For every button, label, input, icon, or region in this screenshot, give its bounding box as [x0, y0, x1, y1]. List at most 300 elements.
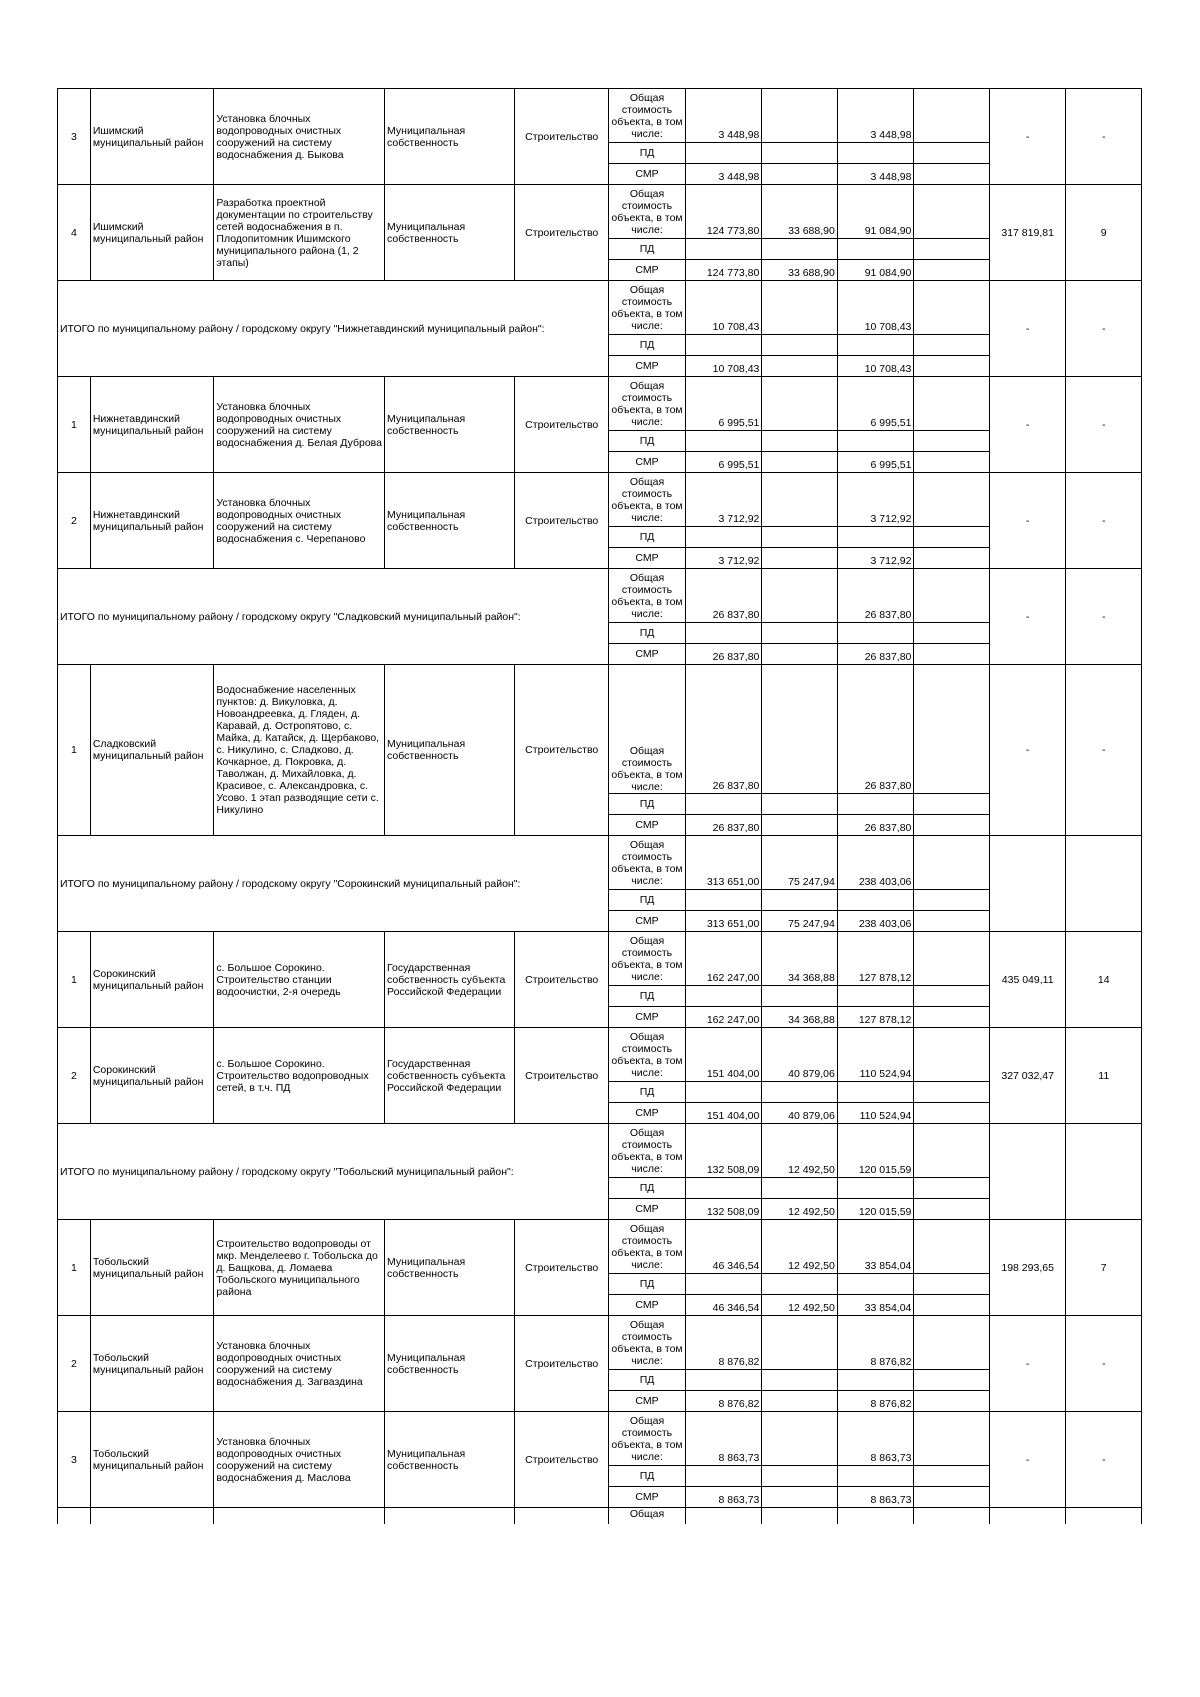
amount-cell — [762, 1082, 837, 1103]
amount-cell — [762, 665, 837, 794]
amount-cell — [762, 548, 837, 569]
amount-cell — [914, 986, 989, 1007]
amount-cell — [914, 1370, 989, 1391]
amount-cell: 120 015,59 — [837, 1124, 914, 1178]
district-name: Сорокинский муниципальный район — [90, 932, 214, 1028]
amount-cell — [762, 815, 837, 836]
amount-cell — [914, 623, 989, 644]
amount-cell: 120 015,59 — [837, 1199, 914, 1220]
amount-cell — [914, 452, 989, 473]
amount-cell — [685, 1082, 762, 1103]
work-type: Строительство — [515, 1412, 609, 1508]
amount-cell: 110 524,94 — [837, 1103, 914, 1124]
project-name: Установка блочных водопроводных очистных сооружений на систему водоснабжения д. Белая Дуброва — [214, 377, 385, 473]
amount-cell — [762, 1487, 837, 1508]
summary-value: - — [989, 569, 1066, 665]
amount-cell — [762, 356, 837, 377]
amount-cell — [762, 527, 837, 548]
amount-cell: 26 837,80 — [837, 665, 914, 794]
amount-cell: 8 863,73 — [837, 1412, 914, 1466]
amount-cell — [762, 89, 837, 143]
cost-label-smr: СМР — [609, 1007, 686, 1028]
summary-value: 435 049,11 — [989, 932, 1066, 1028]
cost-label-smr: СМР — [609, 1103, 686, 1124]
work-type: Строительство — [515, 185, 609, 281]
project-name: Водоснабжение населенных пунктов: д. Викуловка, д. Новоандреевка, д. Гляден, д. Каравай, д. Остропятово, с. Майка, д. Катайск, д. Щербаково, с. Никулино, с. Сладково, д. Кочкарное, д. Покровка, д. Таволжан, д. Михайловка, д. Красивое, с. Александровка, с. Усово. 1 этап разводящие сети с. Никулино — [214, 665, 385, 836]
amount-cell — [914, 1007, 989, 1028]
summary-count: - — [1066, 569, 1142, 665]
cost-label-total: Общая стоимость объекта, в том числе: — [609, 1316, 686, 1370]
district-total-label: ИТОГО по муниципальному району / городскому округу "Сладковский муниципальный район": — [58, 569, 609, 665]
amount-cell — [914, 569, 989, 623]
empty-cell — [515, 1508, 609, 1525]
cost-label-partial: Общая — [609, 1508, 686, 1525]
work-type: Строительство — [515, 1220, 609, 1316]
cost-label-pd: ПД — [609, 335, 686, 356]
amount-cell: 46 346,54 — [685, 1220, 762, 1274]
amount-cell — [837, 1082, 914, 1103]
amount-cell: 6 995,51 — [685, 377, 762, 431]
amount-cell — [914, 1082, 989, 1103]
amount-cell — [762, 986, 837, 1007]
amount-cell — [762, 623, 837, 644]
cost-label-smr: СМР — [609, 644, 686, 665]
amount-cell: 127 878,12 — [837, 932, 914, 986]
amount-cell: 26 837,80 — [837, 644, 914, 665]
work-type: Строительство — [515, 1028, 609, 1124]
amount-cell — [685, 623, 762, 644]
cost-label-pd: ПД — [609, 1082, 686, 1103]
summary-value: 327 032,47 — [989, 1028, 1066, 1124]
work-type: Строительство — [515, 89, 609, 185]
amount-cell — [685, 335, 762, 356]
empty-cell — [1066, 1508, 1142, 1525]
amount-cell: 313 651,00 — [685, 836, 762, 890]
cost-label-pd: ПД — [609, 890, 686, 911]
amount-cell: 162 247,00 — [685, 932, 762, 986]
summary-count: 9 — [1066, 185, 1142, 281]
summary-count: - — [1066, 1412, 1142, 1508]
project-row — [58, 1028, 1142, 1082]
amount-cell — [914, 1316, 989, 1370]
project-row — [58, 665, 1142, 794]
amount-cell — [685, 986, 762, 1007]
amount-cell — [762, 890, 837, 911]
amount-cell — [914, 164, 989, 185]
summary-value: - — [989, 89, 1066, 185]
district-name: Тобольский муниципальный район — [90, 1316, 214, 1412]
row-number: 3 — [58, 1412, 91, 1508]
amount-cell — [914, 1199, 989, 1220]
amount-cell — [914, 665, 989, 794]
district-total-row — [58, 569, 1142, 623]
amount-cell: 3 448,98 — [685, 89, 762, 143]
budget-table — [57, 88, 1142, 1524]
summary-value: - — [989, 1412, 1066, 1508]
amount-cell — [914, 239, 989, 260]
amount-cell — [762, 377, 837, 431]
amount-cell — [914, 1391, 989, 1412]
cost-label-total: Общая стоимость объекта, в том числе: — [609, 932, 686, 986]
summary-count: - — [1066, 473, 1142, 569]
amount-cell: 12 492,50 — [762, 1199, 837, 1220]
summary-value — [989, 1124, 1066, 1220]
table-body — [58, 89, 1142, 1525]
project-row — [58, 1316, 1142, 1370]
amount-cell — [685, 1466, 762, 1487]
cost-label-total: Общая стоимость объекта, в том числе: — [609, 569, 686, 623]
amount-cell — [762, 473, 837, 527]
amount-cell — [762, 164, 837, 185]
amount-cell — [914, 911, 989, 932]
amount-cell: 6 995,51 — [837, 452, 914, 473]
amount-cell — [685, 1178, 762, 1199]
row-number: 1 — [58, 932, 91, 1028]
amount-cell: 151 404,00 — [685, 1103, 762, 1124]
amount-cell — [914, 431, 989, 452]
amount-cell — [837, 527, 914, 548]
district-total-row — [58, 281, 1142, 335]
amount-cell — [685, 431, 762, 452]
summary-value: - — [989, 1316, 1066, 1412]
amount-cell: 124 773,80 — [685, 260, 762, 281]
empty-cell — [90, 1508, 214, 1525]
cost-label-smr: СМР — [609, 548, 686, 569]
project-name: Установка блочных водопроводных очистных сооружений на систему водоснабжения д. Загваздина — [214, 1316, 385, 1412]
amount-cell: 8 876,82 — [685, 1316, 762, 1370]
amount-cell — [685, 890, 762, 911]
cost-label-total: Общая стоимость объекта, в том числе: — [609, 473, 686, 527]
amount-cell — [837, 431, 914, 452]
cost-label-total: Общая стоимость объекта, в том числе: — [609, 1412, 686, 1466]
cost-label-total: Общая стоимость объекта, в том числе: — [609, 665, 686, 794]
ownership-type: Государственная собственность субъекта Российской Федерации — [385, 932, 515, 1028]
empty-cell — [685, 1508, 762, 1525]
work-type: Строительство — [515, 377, 609, 473]
amount-cell: 162 247,00 — [685, 1007, 762, 1028]
amount-cell — [762, 1370, 837, 1391]
cost-label-pd: ПД — [609, 143, 686, 164]
amount-cell — [914, 1220, 989, 1274]
amount-cell — [914, 143, 989, 164]
cost-label-total: Общая стоимость объекта, в том числе: — [609, 89, 686, 143]
row-number: 1 — [58, 665, 91, 836]
cost-label-smr: СМР — [609, 1487, 686, 1508]
amount-cell: 8 876,82 — [837, 1316, 914, 1370]
amount-cell — [914, 1178, 989, 1199]
amount-cell — [914, 1412, 989, 1466]
amount-cell — [914, 890, 989, 911]
cost-label-pd: ПД — [609, 239, 686, 260]
amount-cell — [762, 1316, 837, 1370]
summary-value: 198 293,65 — [989, 1220, 1066, 1316]
project-row — [58, 185, 1142, 239]
cost-label-smr: СМР — [609, 815, 686, 836]
amount-cell: 33 688,90 — [762, 260, 837, 281]
amount-cell — [914, 1466, 989, 1487]
cost-label-total: Общая стоимость объекта, в том числе: — [609, 281, 686, 335]
amount-cell: 33 854,04 — [837, 1295, 914, 1316]
amount-cell — [685, 239, 762, 260]
amount-cell — [762, 281, 837, 335]
amount-cell: 10 708,43 — [837, 356, 914, 377]
ownership-type: Муниципальная собственность — [385, 1316, 515, 1412]
amount-cell — [837, 143, 914, 164]
amount-cell — [837, 794, 914, 815]
summary-value: - — [989, 377, 1066, 473]
amount-cell — [762, 644, 837, 665]
amount-cell: 10 708,43 — [685, 281, 762, 335]
amount-cell: 3 712,92 — [837, 548, 914, 569]
amount-cell: 3 712,92 — [685, 473, 762, 527]
amount-cell: 91 084,90 — [837, 260, 914, 281]
amount-cell: 26 837,80 — [837, 815, 914, 836]
work-type: Строительство — [515, 1316, 609, 1412]
amount-cell — [914, 932, 989, 986]
amount-cell — [914, 1487, 989, 1508]
amount-cell: 10 708,43 — [685, 356, 762, 377]
amount-cell — [762, 1391, 837, 1412]
document-page — [57, 88, 1142, 1524]
work-type: Строительство — [515, 473, 609, 569]
amount-cell: 46 346,54 — [685, 1295, 762, 1316]
amount-cell — [914, 794, 989, 815]
summary-count: - — [1066, 89, 1142, 185]
project-row — [58, 932, 1142, 986]
amount-cell — [914, 1295, 989, 1316]
empty-cell — [837, 1508, 914, 1525]
amount-cell: 3 448,98 — [837, 89, 914, 143]
amount-cell — [837, 1274, 914, 1295]
amount-cell: 12 492,50 — [762, 1295, 837, 1316]
cost-label-pd: ПД — [609, 527, 686, 548]
amount-cell: 75 247,94 — [762, 836, 837, 890]
district-name: Тобольский муниципальный район — [90, 1412, 214, 1508]
district-total-row — [58, 836, 1142, 890]
amount-cell: 33 854,04 — [837, 1220, 914, 1274]
cost-label-smr: СМР — [609, 260, 686, 281]
amount-cell: 3 448,98 — [685, 164, 762, 185]
cost-label-smr: СМР — [609, 911, 686, 932]
cost-label-total: Общая стоимость объекта, в том числе: — [609, 1028, 686, 1082]
row-number: 1 — [58, 1220, 91, 1316]
project-row — [58, 1412, 1142, 1466]
amount-cell — [762, 1412, 837, 1466]
amount-cell: 33 688,90 — [762, 185, 837, 239]
amount-cell: 26 837,80 — [685, 815, 762, 836]
summary-count — [1066, 1124, 1142, 1220]
row-number: 2 — [58, 473, 91, 569]
row-number: 2 — [58, 1028, 91, 1124]
district-total-label: ИТОГО по муниципальному району / городскому округу "Сорокинский муниципальный район": — [58, 836, 609, 932]
project-name: с. Большое Сорокино. Строительство водопроводных сетей, в т.ч. ПД — [214, 1028, 385, 1124]
cost-label-total: Общая стоимость объекта, в том числе: — [609, 836, 686, 890]
amount-cell — [685, 143, 762, 164]
row-number: 3 — [58, 89, 91, 185]
amount-cell — [685, 1370, 762, 1391]
amount-cell — [837, 1370, 914, 1391]
cost-label-total: Общая стоимость объекта, в том числе: — [609, 377, 686, 431]
cost-label-total: Общая стоимость объекта, в том числе: — [609, 185, 686, 239]
amount-cell: 26 837,80 — [837, 569, 914, 623]
project-row — [58, 1220, 1142, 1274]
ownership-type: Государственная собственность субъекта Российской Федерации — [385, 1028, 515, 1124]
continuation-row — [58, 1508, 1142, 1525]
amount-cell: 12 492,50 — [762, 1124, 837, 1178]
amount-cell: 6 995,51 — [837, 377, 914, 431]
amount-cell — [914, 281, 989, 335]
amount-cell — [762, 1178, 837, 1199]
empty-cell — [214, 1508, 385, 1525]
cost-label-pd: ПД — [609, 1466, 686, 1487]
row-number: 2 — [58, 1316, 91, 1412]
ownership-type: Муниципальная собственность — [385, 473, 515, 569]
amount-cell: 26 837,80 — [685, 569, 762, 623]
summary-value: - — [989, 473, 1066, 569]
summary-count: 11 — [1066, 1028, 1142, 1124]
amount-cell: 91 084,90 — [837, 185, 914, 239]
amount-cell — [914, 644, 989, 665]
amount-cell: 238 403,06 — [837, 836, 914, 890]
amount-cell: 238 403,06 — [837, 911, 914, 932]
summary-count: - — [1066, 377, 1142, 473]
cost-label-smr: СМР — [609, 356, 686, 377]
project-name: Установка блочных водопроводных очистных сооружений на систему водоснабжения с. Черепаново — [214, 473, 385, 569]
ownership-type: Муниципальная собственность — [385, 185, 515, 281]
amount-cell — [914, 260, 989, 281]
cost-label-smr: СМР — [609, 1391, 686, 1412]
amount-cell — [837, 1466, 914, 1487]
empty-cell — [385, 1508, 515, 1525]
cost-label-pd: ПД — [609, 623, 686, 644]
amount-cell — [762, 452, 837, 473]
cost-label-pd: ПД — [609, 1370, 686, 1391]
amount-cell — [762, 569, 837, 623]
district-name: Ишимский муниципальный район — [90, 89, 214, 185]
project-name: Установка блочных водопроводных очистных сооружений на систему водоснабжения д. Маслова — [214, 1412, 385, 1508]
amount-cell: 26 837,80 — [685, 644, 762, 665]
amount-cell — [837, 239, 914, 260]
district-name: Ишимский муниципальный район — [90, 185, 214, 281]
empty-cell — [914, 1508, 989, 1525]
cost-label-smr: СМР — [609, 452, 686, 473]
district-name: Тобольский муниципальный район — [90, 1220, 214, 1316]
amount-cell — [837, 623, 914, 644]
cost-label-pd: ПД — [609, 794, 686, 815]
amount-cell: 3 712,92 — [837, 473, 914, 527]
amount-cell — [914, 1103, 989, 1124]
amount-cell: 40 879,06 — [762, 1028, 837, 1082]
work-type: Строительство — [515, 665, 609, 836]
district-total-row — [58, 1124, 1142, 1178]
amount-cell — [762, 143, 837, 164]
amount-cell — [837, 890, 914, 911]
cost-label-pd: ПД — [609, 431, 686, 452]
project-name: Строительство водопроводы от мкр. Менделеево г. Тобольска до д. Бащкова, д. Ломаева Тобольского муниципального района — [214, 1220, 385, 1316]
amount-cell — [762, 335, 837, 356]
empty-cell — [762, 1508, 837, 1525]
summary-count: - — [1066, 665, 1142, 836]
amount-cell: 34 368,88 — [762, 1007, 837, 1028]
amount-cell: 3 712,92 — [685, 548, 762, 569]
amount-cell — [914, 836, 989, 890]
amount-cell — [762, 794, 837, 815]
amount-cell — [837, 1178, 914, 1199]
amount-cell: 132 508,09 — [685, 1199, 762, 1220]
summary-value: 317 819,81 — [989, 185, 1066, 281]
amount-cell — [762, 1466, 837, 1487]
amount-cell: 8 863,73 — [685, 1487, 762, 1508]
amount-cell: 34 368,88 — [762, 932, 837, 986]
amount-cell — [914, 548, 989, 569]
ownership-type: Муниципальная собственность — [385, 1220, 515, 1316]
amount-cell: 12 492,50 — [762, 1220, 837, 1274]
district-name: Сорокинский муниципальный район — [90, 1028, 214, 1124]
cost-label-pd: ПД — [609, 1178, 686, 1199]
cost-label-pd: ПД — [609, 986, 686, 1007]
amount-cell: 313 651,00 — [685, 911, 762, 932]
summary-count — [1066, 836, 1142, 932]
cost-label-total: Общая стоимость объекта, в том числе: — [609, 1220, 686, 1274]
amount-cell — [914, 185, 989, 239]
project-row — [58, 89, 1142, 143]
summary-value — [989, 836, 1066, 932]
cost-label-total: Общая стоимость объекта, в том числе: — [609, 1124, 686, 1178]
empty-cell — [58, 1508, 91, 1525]
district-name: Нижнетавдинский муниципальный район — [90, 473, 214, 569]
cost-label-smr: СМР — [609, 1199, 686, 1220]
amount-cell: 3 448,98 — [837, 164, 914, 185]
summary-count: 14 — [1066, 932, 1142, 1028]
work-type: Строительство — [515, 932, 609, 1028]
row-number: 4 — [58, 185, 91, 281]
summary-value: - — [989, 281, 1066, 377]
summary-count: 7 — [1066, 1220, 1142, 1316]
amount-cell: 8 876,82 — [837, 1391, 914, 1412]
amount-cell — [914, 335, 989, 356]
amount-cell: 75 247,94 — [762, 911, 837, 932]
summary-count: - — [1066, 281, 1142, 377]
project-row — [58, 473, 1142, 527]
project-row — [58, 377, 1142, 431]
ownership-type: Муниципальная собственность — [385, 377, 515, 473]
amount-cell: 124 773,80 — [685, 185, 762, 239]
district-name: Нижнетавдинский муниципальный район — [90, 377, 214, 473]
amount-cell: 8 863,73 — [837, 1487, 914, 1508]
cost-label-smr: СМР — [609, 164, 686, 185]
empty-cell — [989, 1508, 1066, 1525]
amount-cell — [914, 356, 989, 377]
project-name: Разработка проектной документации по строительству сетей водоснабжения в п. Плодопитомник Ишимского муниципального района (1, 2 этапы) — [214, 185, 385, 281]
project-name: Установка блочных водопроводных очистных сооружений на систему водоснабжения д. Быкова — [214, 89, 385, 185]
amount-cell — [685, 794, 762, 815]
ownership-type: Муниципальная собственность — [385, 665, 515, 836]
cost-label-smr: СМР — [609, 1295, 686, 1316]
amount-cell — [914, 89, 989, 143]
row-number: 1 — [58, 377, 91, 473]
district-total-label: ИТОГО по муниципальному району / городскому округу "Нижнетавдинский муниципальный район": — [58, 281, 609, 377]
amount-cell — [762, 431, 837, 452]
district-total-label: ИТОГО по муниципальному району / городскому округу "Тобольский муниципальный район": — [58, 1124, 609, 1220]
amount-cell — [914, 377, 989, 431]
summary-count: - — [1066, 1316, 1142, 1412]
amount-cell — [914, 473, 989, 527]
amount-cell: 8 863,73 — [685, 1412, 762, 1466]
amount-cell — [914, 527, 989, 548]
amount-cell — [685, 1274, 762, 1295]
amount-cell — [914, 815, 989, 836]
amount-cell: 6 995,51 — [685, 452, 762, 473]
